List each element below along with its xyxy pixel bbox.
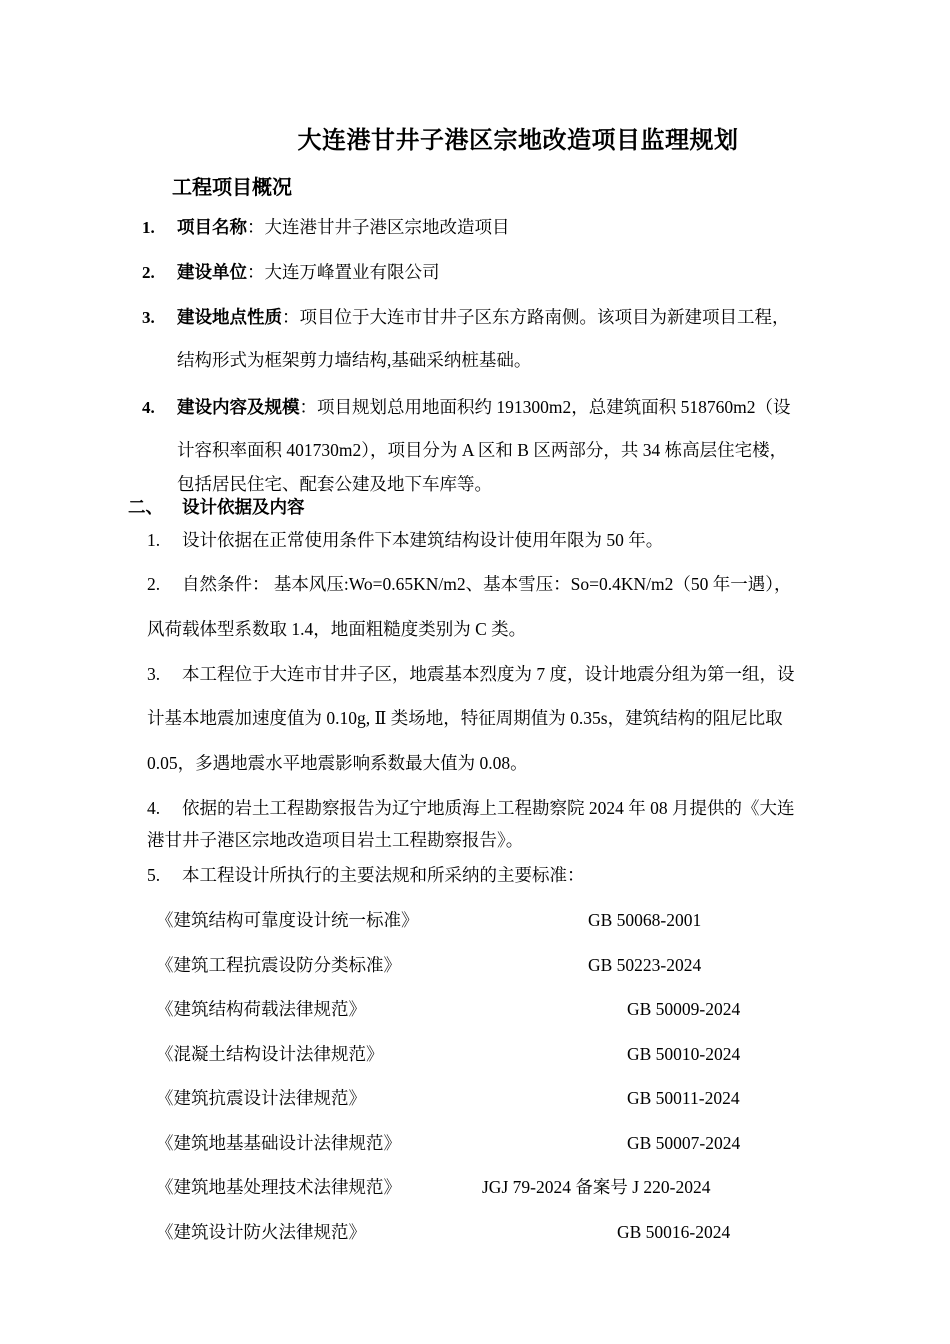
standard-code: JGJ 79-2024 备案号 J 220-2024 xyxy=(482,1177,711,1197)
basis-item-line: 设计依据在正常使用条件下本建筑结构设计使用年限为 50 年。 xyxy=(182,530,664,550)
scale-item xyxy=(142,396,155,419)
standard-code: GB 50223-2024 xyxy=(588,955,702,975)
section1-heading: 工程项目概况 xyxy=(172,177,292,199)
standards-item-number: 5. xyxy=(147,865,161,885)
seismic-item-line: 本工程位于大连市甘井子区，地震基本烈度为 7 度，设计地震分组为第一组，设 xyxy=(182,664,795,684)
standard-code: GB 50011-2024 xyxy=(627,1088,740,1108)
standard-code: GB 50016-2024 xyxy=(617,1222,731,1242)
item-text: 项目位于大连市甘井子区东方路南侧。该项目为新建项目工程， xyxy=(299,307,790,327)
natural-item-number: 2. xyxy=(147,574,161,594)
standard-name: 《建筑地基处理技术法律规范》 xyxy=(156,1177,401,1197)
item-label: 建设单位 xyxy=(177,262,247,282)
item-sep: ： xyxy=(282,307,300,327)
standard-name: 《建筑抗震设计法律规范》 xyxy=(156,1088,366,1108)
standard-name: 《建筑结构荷载法律规范》 xyxy=(156,999,366,1019)
item-label: 建设内容及规模 xyxy=(177,397,300,417)
standard-name: 《建筑地基基础设计法律规范》 xyxy=(156,1133,401,1153)
survey-item-line: 依据的岩土工程勘察报告为辽宁地质海上工程勘察院 2024 年 08 月提供的《大连 xyxy=(182,798,795,818)
item-label: 项目名称 xyxy=(177,217,247,237)
item-label: 建设地点性质 xyxy=(177,307,282,327)
item-number: 1. xyxy=(142,218,155,237)
document-title: 大连港甘井子港区宗地改造项目监理规划 xyxy=(297,128,739,154)
project-name-item xyxy=(142,216,155,239)
item-text: 项目规划总用地面积约 191300m2，总建筑面积 518760m2（设 xyxy=(317,397,791,417)
seismic-item-number: 3. xyxy=(147,664,161,684)
item-sep: ： xyxy=(247,217,265,237)
item-number: 4. xyxy=(142,398,155,417)
standard-code: GB 50009-2024 xyxy=(627,999,741,1019)
standard-code: GB 50007-2024 xyxy=(627,1133,741,1153)
item-sep: ： xyxy=(247,262,265,282)
project-name-line xyxy=(177,216,510,238)
standard-name: 《建筑结构可靠度设计统一标准》 xyxy=(156,910,419,930)
standard-code: GB 50010-2024 xyxy=(627,1044,741,1064)
standard-name: 《混凝土结构设计法律规范》 xyxy=(156,1044,384,1064)
section2-number: 二、 xyxy=(128,497,163,517)
site-item xyxy=(142,306,155,329)
site-line xyxy=(177,306,790,328)
seismic-item-line-cont-2: 0.05，多遇地震水平地震影响系数最大值为 0.08。 xyxy=(147,753,528,773)
natural-item-line-cont: 风荷载体型系数取 1.4，地面粗糙度类别为 C 类。 xyxy=(147,619,527,639)
item-text: 大连港甘井子港区宗地改造项目 xyxy=(264,217,510,237)
item-text: 大连万峰置业有限公司 xyxy=(264,262,440,282)
standard-name: 《建筑设计防火法律规范》 xyxy=(156,1222,366,1242)
item-sep: ： xyxy=(299,397,317,417)
scale-line-cont-1: 计容积率面积 401730m2），项目分为 A 区和 B 区两部分，共 34 栋高层住宅楼， xyxy=(177,440,788,460)
scale-line xyxy=(177,396,790,418)
standards-item-line: 本工程设计所执行的主要法规和所采纳的主要标准： xyxy=(182,865,585,885)
survey-item-line-cont: 港甘井子港区宗地改造项目岩土工程勘察报告》。 xyxy=(147,830,524,850)
builder-item xyxy=(142,261,155,284)
natural-item-line: 自然条件： 基本风压:Wo=0.65KN/m2、基本雪压：So=0.4KN/m2（50 年一遇）， xyxy=(182,574,792,594)
standard-code: GB 50068-2001 xyxy=(588,910,702,930)
basis-item-number: 1. xyxy=(147,530,161,550)
item-number: 2. xyxy=(142,263,155,282)
builder-line xyxy=(177,261,440,283)
scale-line-cont-2: 包括居民住宅、配套公建及地下车库等。 xyxy=(177,474,492,494)
survey-item-number: 4. xyxy=(147,798,161,818)
site-line-cont: 结构形式为框架剪力墙结构,基础采纳桩基础。 xyxy=(177,350,532,370)
section2-heading: 设计依据及内容 xyxy=(182,497,305,517)
standard-name: 《建筑工程抗震设防分类标准》 xyxy=(156,955,401,975)
item-number: 3. xyxy=(142,308,155,327)
seismic-item-line-cont-1: 计基本地震加速度值为 0.10g, Ⅱ 类场地，特征周期值为 0.35s，建筑结构的阻尼比取 xyxy=(147,708,783,728)
